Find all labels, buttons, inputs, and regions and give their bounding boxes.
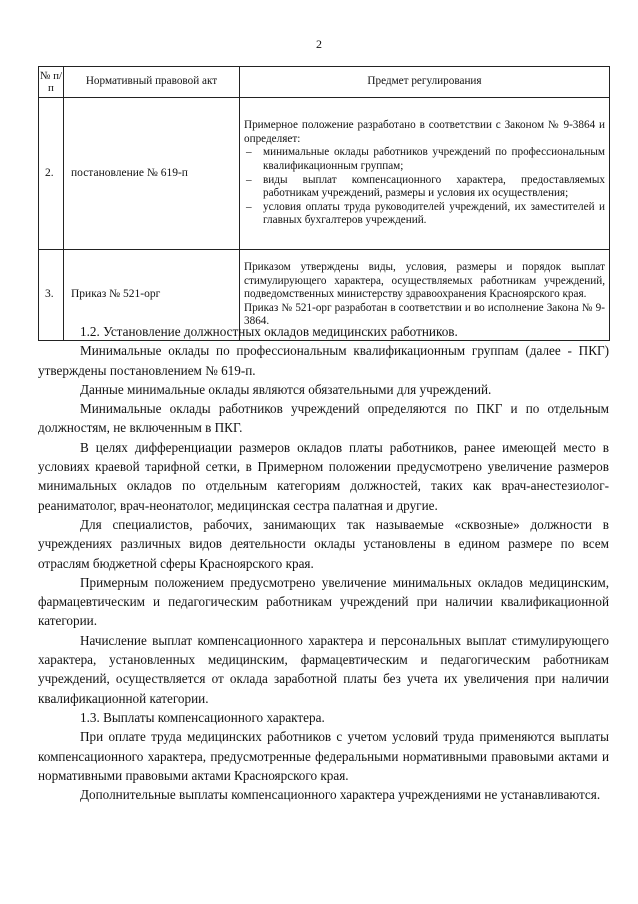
row-num: 2. [39,98,64,250]
section-heading: 1.3. Выплаты компенсационного характера. [80,709,325,725]
header-subject: Предмет регулирования [240,67,610,98]
paragraph: Дополнительные выплаты компенсационного характера учреждениями не устанавливаются. [80,787,601,803]
regulation-table [38,66,610,341]
table-header-row [39,67,610,98]
paragraph: Минимальные оклады работников учреждений определяются по ПКГ и по отдельным должностям, не включенным в ПКГ. [38,401,609,436]
body-text [38,322,609,804]
paragraph: В целях дифференциации размеров окладов платы работников, ранее имеющей место в условиях краевой тарифной сетки, в Примерном положении предусмотрено увеличение размеров минимальных окладов по отдельным категориям должностей, таких как врач-анестезиолог-реаниматолог, врач-неонатолог, медицинская сестра палатная и другие. [38,439,609,513]
row-act: Приказ № 521-орг [64,250,240,341]
page-number: 2 [316,37,322,51]
header-act: Нормативный правовой акт [64,67,240,98]
row-act: постановление № 619-п [64,98,240,250]
subject-list-item: – виды выплат компенсационного характера, предоставляемых работникам учреждений, размеры и условия их осуществления; [246,173,605,200]
section-heading: 1.2. Установление должностных окладов медицинских работников. [80,324,458,339]
paragraph: Для специалистов, рабочих, занимающих так называемые «сквозные» должности в учреждениях различных видов деятельности оклады установлены в едином размере по всем отраслям бюджетной сферы Красноярского края. [38,516,609,571]
paragraph: Данные минимальные оклады являются обязательными для учреждений. [80,381,492,397]
row-subject [240,98,610,250]
paragraph: При оплате труда медицинских работников с учетом условий труда применяются выплаты компенсационного характера, предусмотренные федеральными нормативными правовыми актами и нормативными правовыми актами Красноярского края. [38,729,609,783]
subject-intro: Примерное положение разработано в соответствии с Законом № 9-3864 и определяет: [244,119,605,145]
subject-paragraph: Приказ № 521-орг разработан в соответствии и во исполнение Закона № 9-3864. [244,301,605,328]
subject-list-item: – минимальные оклады работников учреждений по профессиональным квалификационным группам; [246,146,605,172]
table-row [39,98,610,250]
subject-list-item: – условия оплаты труда руководителей учреждений, их заместителей и главных бухгалтеров учреждений. [246,200,605,227]
row-num: 3. [39,250,64,341]
paragraph: Минимальные оклады по профессиональным квалификационным группам (далее - ПКГ) утверждены постановлением № 619-п. [38,343,609,378]
paragraph: Примерным положением предусмотрено увеличение минимальных окладов медицинским, фармацевтическим и педагогическим работникам учреждений при наличии квалификационной категории. [38,574,609,629]
paragraph: Начисление выплат компенсационного характера и персональных выплат стимулирующего характера, установленных медицинским, фармацевтическим и педагогическим работникам учреждений, осуществляется от оклада заработной платы без учета их увеличения при наличии квалификационной категории. [38,632,609,706]
subject-paragraph: Приказом утверждены виды, условия, размеры и порядок выплат стимулирующего характера, осуществляемых работникам учреждений, подведомственных министерству здравоохранения Красноярского края. [244,261,605,301]
header-num: № п/п [39,67,64,98]
